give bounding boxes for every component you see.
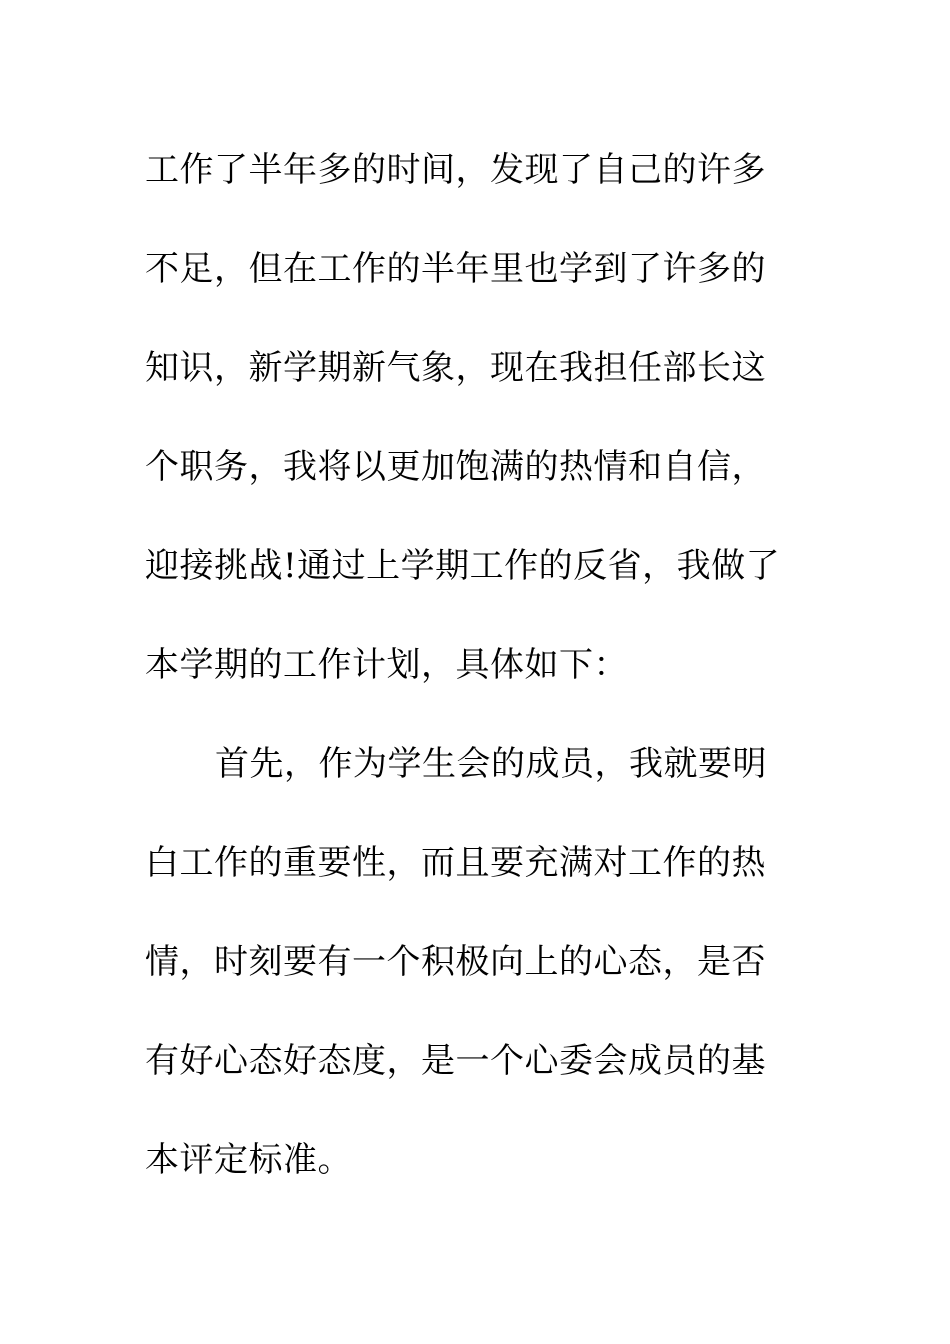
text-line-6: 本学期的工作计划，具体如下： <box>145 645 628 685</box>
text-line-1: 工作了半年多的时间，发现了自己的许多 <box>145 150 766 190</box>
text-line-10: 有好心态好态度，是一个心委会成员的基 <box>145 1041 766 1081</box>
text-line-8: 白工作的重要性，而且要充满对工作的热 <box>145 843 766 883</box>
text-line-9: 情，时刻要有一个积极向上的心态，是否 <box>145 942 766 982</box>
text-line-7: 首先，作为学生会的成员，我就要明 <box>215 744 767 784</box>
text-line-11: 本评定标准。 <box>145 1140 352 1180</box>
text-line-2: 不足，但在工作的半年里也学到了许多的 <box>145 249 766 289</box>
text-line-5: 迎接挑战!通过上学期工作的反省，我做了 <box>145 546 781 586</box>
text-line-3: 知识，新学期新气象，现在我担任部长这 <box>145 348 766 388</box>
body-text <box>145 121 825 1210</box>
text-line-4: 个职务，我将以更加饱满的热情和自信， <box>145 447 766 487</box>
